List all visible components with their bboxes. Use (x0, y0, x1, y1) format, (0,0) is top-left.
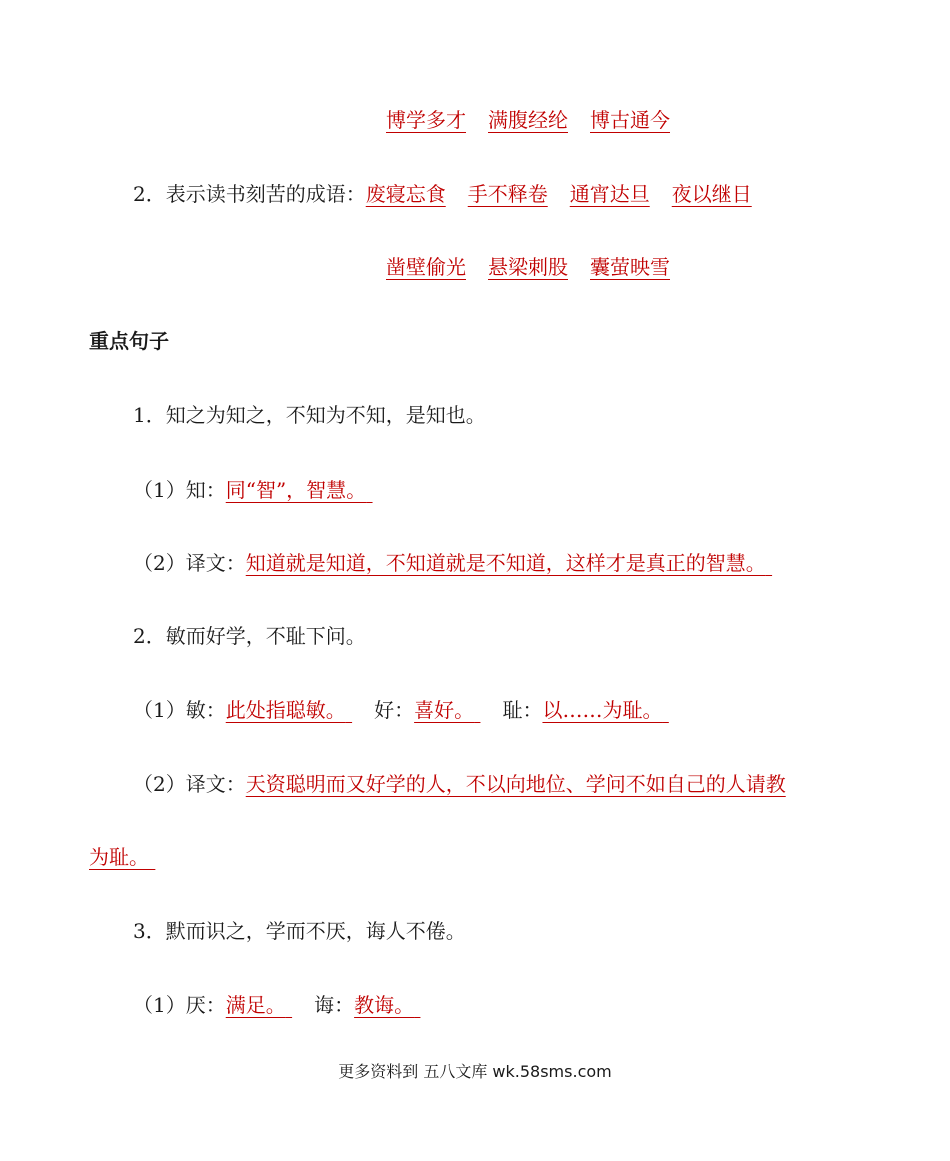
answer: 同“智”，智慧。 (225, 478, 367, 502)
idiom: 手不释卷 (467, 182, 548, 206)
s2-part-2-cont (89, 843, 155, 871)
idiom-row-3 (386, 253, 670, 281)
sentence-1: 1．知之为知之，不知为不知，是知也。 (133, 403, 486, 427)
footer-text: 更多资料到 五八文库 wk.58sms.com (338, 1062, 612, 1081)
answer: 以……为耻。 (542, 698, 663, 722)
s2-part-2 (133, 770, 786, 798)
label: （1）敏： (133, 698, 226, 722)
idiom-row-1 (386, 106, 670, 134)
s3-part-1 (133, 991, 420, 1019)
sentence-2: 2．敏而好学，不耻下问。 (133, 624, 366, 648)
idiom: 囊萤映雪 (590, 255, 670, 279)
label: （1）厌： (133, 993, 226, 1017)
item-label: 2．表示读书刻苦的成语： (133, 182, 366, 206)
label: 好： (374, 698, 415, 722)
idiom: 悬梁刺股 (488, 255, 568, 279)
answer: 此处指聪敏。 (225, 698, 346, 722)
answer: 满足。 (225, 993, 286, 1017)
s2-part-1 (133, 696, 669, 724)
answer: 教诲。 (354, 993, 415, 1017)
idiom: 博学多才 (386, 108, 466, 132)
label: （2）译文： (133, 772, 246, 796)
idiom-row-2 (133, 180, 752, 208)
answer: 喜好。 (414, 698, 475, 722)
answer: 为耻。 (89, 845, 149, 869)
idiom: 夜以继日 (671, 182, 752, 206)
label: 耻： (502, 698, 543, 722)
sentence-3: 3．默而识之，学而不厌，诲人不倦。 (133, 919, 466, 943)
label: （2）译文： (133, 551, 246, 575)
s1-part-2 (133, 549, 772, 577)
idiom: 凿壁偷光 (386, 255, 466, 279)
section-title: 重点句子 (89, 329, 169, 353)
label: 诲： (314, 993, 355, 1017)
idiom: 满腹经纶 (488, 108, 568, 132)
answer: 天资聪明而又好学的人，不以向地位、学问不如自己的人请教 (245, 772, 786, 796)
answer: 知道就是知道，不知道就是不知道，这样才是真正的智慧。 (245, 551, 766, 575)
idiom: 废寝忘食 (365, 182, 446, 206)
label: （1）知： (133, 478, 226, 502)
idiom: 博古通今 (590, 108, 670, 132)
s1-part-1 (133, 476, 373, 504)
idiom: 通宵达旦 (569, 182, 650, 206)
